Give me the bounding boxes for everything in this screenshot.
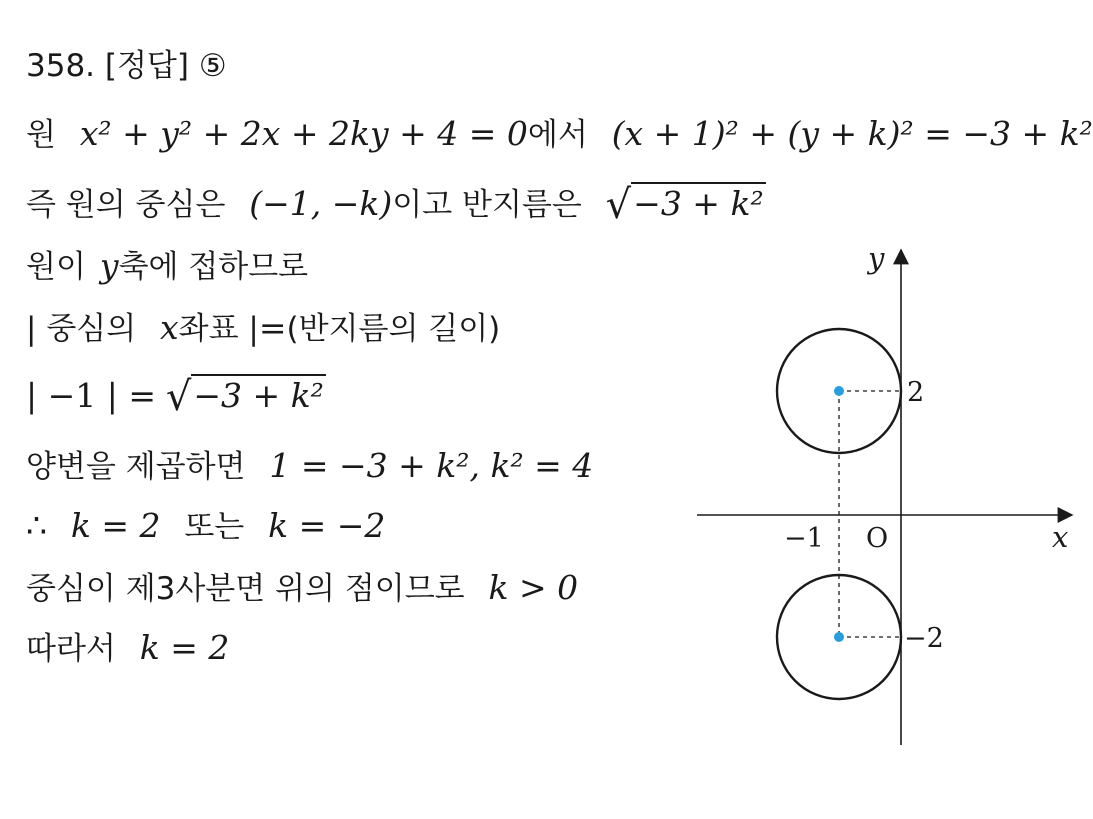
answer-label: [정답] [104, 48, 189, 84]
text-eseo: 에서 [527, 117, 588, 153]
final-answer: k = 2 [139, 628, 230, 667]
text-therefore: 따라서 [26, 631, 116, 667]
text-square-both: 양변을 제곱하면 [26, 449, 246, 485]
k-equals-2: k = 2 [70, 506, 161, 545]
abs-bar-left: | [26, 311, 37, 347]
text-or: 또는 [184, 509, 245, 545]
neg-two-label: −2 [904, 623, 944, 654]
k-equals-neg-2: k = −2 [268, 506, 386, 545]
x-axis-label: x [1052, 520, 1069, 554]
standard-form-equation: (x + 1)² + (y + k)² = −3 + k² [611, 114, 1093, 153]
circle-equation: x² + y² + 2x + 2ky + 4 = 0 [79, 114, 528, 153]
radius-radicand: −3 + k² [633, 184, 764, 223]
text-third-quadrant: 중심이 제3사분면 위의 점이므로 [26, 571, 465, 607]
solution-line-3: 원이 y축에 접하므로 [26, 246, 309, 285]
neg-one-label: −1 [784, 523, 824, 554]
equals-sign: = [258, 308, 287, 347]
upper-center-point [834, 386, 844, 396]
radicand-2: −3 + k² [193, 376, 324, 415]
squared-equation: 1 = −3 + k², k² = 4 [269, 446, 594, 485]
text-center-is: 즉 원의 중심은 [26, 187, 226, 223]
answer-mark: ⑤ [198, 48, 227, 84]
text-radius-length: (반지름의 길이) [286, 311, 501, 347]
center-coordinates: (−1, −k) [249, 184, 393, 223]
abs-bar-right: | [248, 311, 259, 347]
text-tangent: 축에 접하므로 [118, 249, 309, 285]
lower-center-point [834, 632, 844, 642]
text-coordinate: 좌표 [178, 311, 239, 347]
abs-neg-one: | −1 | = [26, 376, 157, 415]
k-positive: k > 0 [488, 568, 579, 607]
therefore-symbol: ∴ [26, 506, 47, 545]
y-axis-label: y [868, 241, 885, 275]
text-center-of: 중심의 [46, 311, 137, 347]
var-y: y [99, 246, 119, 285]
origin-label: O [866, 523, 889, 554]
var-x: x [160, 308, 179, 347]
problem-number: 358. [26, 48, 96, 84]
sqrt-symbol-2: √ [165, 374, 192, 420]
text-won: 원 [26, 117, 56, 153]
pos-two-label: 2 [907, 377, 925, 408]
sqrt-symbol: √ [605, 182, 632, 228]
text-radius-is: 이고 반지름은 [392, 187, 582, 223]
